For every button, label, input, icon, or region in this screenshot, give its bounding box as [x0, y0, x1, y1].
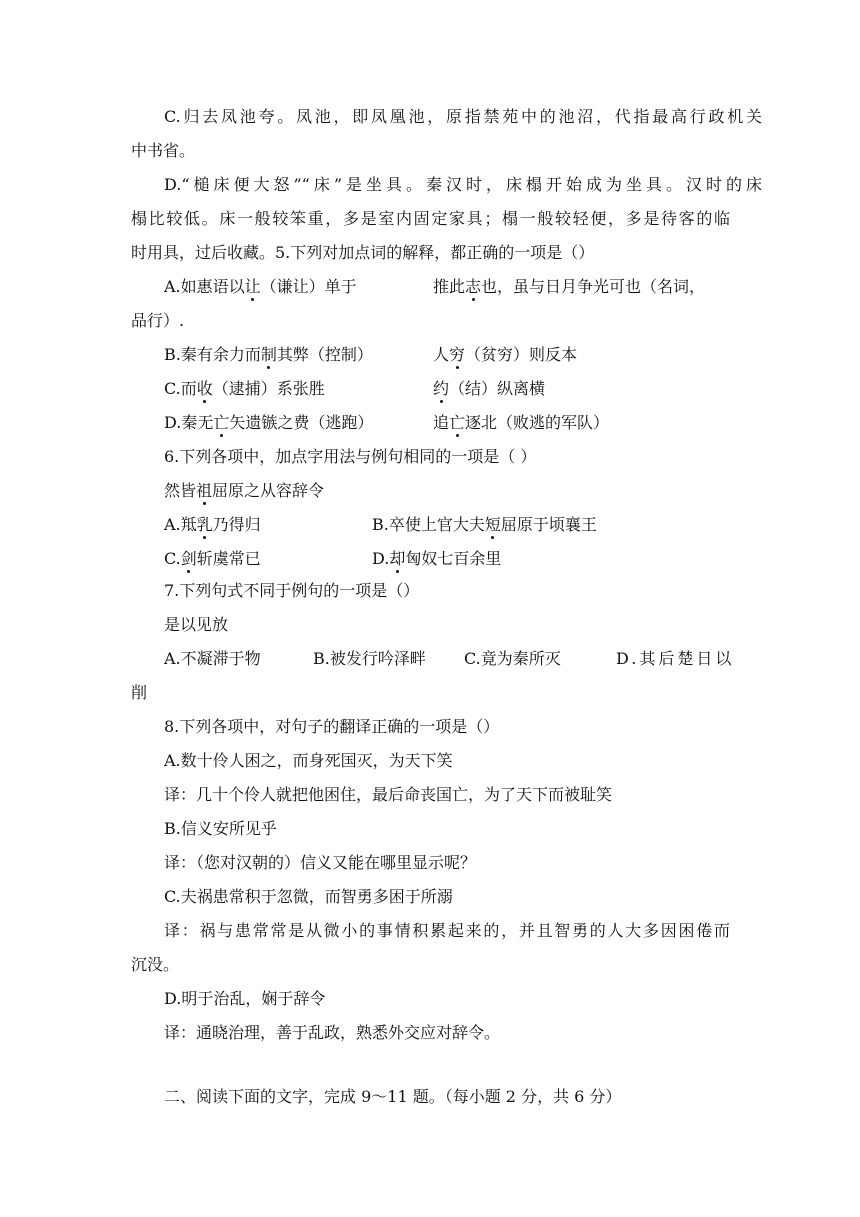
q8-option-b-translation: 译：（您对汉朝的）信义又能在哪里显示呢？: [164, 853, 477, 872]
q8-option-a-translation: 译：几十个伶人就把他困住，最后命丧国亡，为了天下而被耻笑: [164, 785, 613, 804]
section-two-heading: 二、阅读下面的文字，完成 9～11 题。（每小题 2 分，共 6 分）: [164, 1087, 622, 1106]
q8-option-d: D.明于治乱，娴于辞令: [164, 989, 326, 1008]
q8-option-c-translation-cont: 沉没。: [131, 955, 180, 974]
q6-stem: 6.下列各项中，加点字用法与例句相同的一项是（ ）: [164, 447, 537, 466]
option-c-line-2: 中书省。: [131, 141, 196, 160]
q8-option-b: B.信义安所见乎: [164, 819, 277, 838]
q8-stem: 8.下列各项中，对句子的翻译正确的一项是（）: [164, 717, 500, 736]
q5-option-b-left: B.秦有余力而制其弊（控制）: [164, 345, 373, 364]
q5-option-c-left: C.而收（逮捕）系张胜: [164, 379, 325, 398]
q7-option-d: D.其后楚日以: [616, 649, 735, 668]
q5-option-d-left: D.秦无亡矢遗镞之费（逃跑）: [164, 413, 374, 432]
q5-option-a-left: A.如惠语以让（谦让）单于: [164, 277, 357, 296]
q8-option-c-translation: 译：祸与患常常是从微小的事情积累起来的，并且智勇的人大多因困倦而: [164, 921, 730, 940]
q6-option-d: D.却匈奴七百余里: [372, 549, 502, 568]
q5-option-a-right: 推此志也，虽与日月争光可也（名词，: [433, 277, 706, 296]
q8-option-a: A.数十伶人困之，而身死国灭，为天下笑: [164, 751, 453, 770]
q6-option-a: A.羝乳乃得归: [164, 515, 261, 534]
q8-option-c: C.夫祸患常积于忽微，而智勇多困于所溺: [164, 887, 453, 906]
q7-stem: 7.下列句式不同于例句的一项是（）: [164, 581, 420, 600]
option-c-line-1: C.归去凤池夸。凤池，即凤凰池，原指禁苑中的池沼，代指最高行政机关: [164, 107, 762, 126]
option-d-line-3: 时用具，过后收藏。5.下列对加点词的解释，都正确的一项是（）: [131, 243, 595, 262]
q8-option-d-translation: 译：通晓治理，善于乱政，熟悉外交应对辞令。: [164, 1023, 501, 1042]
q7-option-d-cont: 削: [131, 683, 148, 702]
q5-option-a-cont: 品行）.: [131, 311, 185, 330]
q6-option-b: B.卒使上官大夫短屈原于顷襄王: [372, 515, 597, 534]
q7-options-row: [164, 648, 735, 670]
q5-option-c-right: 约（结）纵离横: [433, 379, 546, 398]
q7-option-b: B.被发行吟泽畔: [313, 649, 426, 668]
q7-option-c: C.竟为秦所灭: [464, 649, 561, 668]
option-d-line-2: 榻比较低。床一般较笨重，多是室内固定家具；榻一般较轻便，多是待客的临: [131, 209, 730, 228]
option-d-line-1: D.“槌床便大怒”“床”是坐具。秦汉时，床榻开始成为坐具。汉时的床: [164, 175, 762, 194]
q6-option-c: C.剑斩虞常已: [164, 549, 261, 568]
q6-example: 然皆祖屈原之从容辞令: [164, 481, 325, 500]
q5-option-b-right: 人穷（贫穷）则反本: [433, 345, 578, 364]
q5-option-d-right: 追亡逐北（败逃的军队）: [433, 413, 610, 432]
q7-option-a: A.不凝滞于物: [164, 649, 261, 668]
q7-example: 是以见放: [164, 615, 229, 634]
